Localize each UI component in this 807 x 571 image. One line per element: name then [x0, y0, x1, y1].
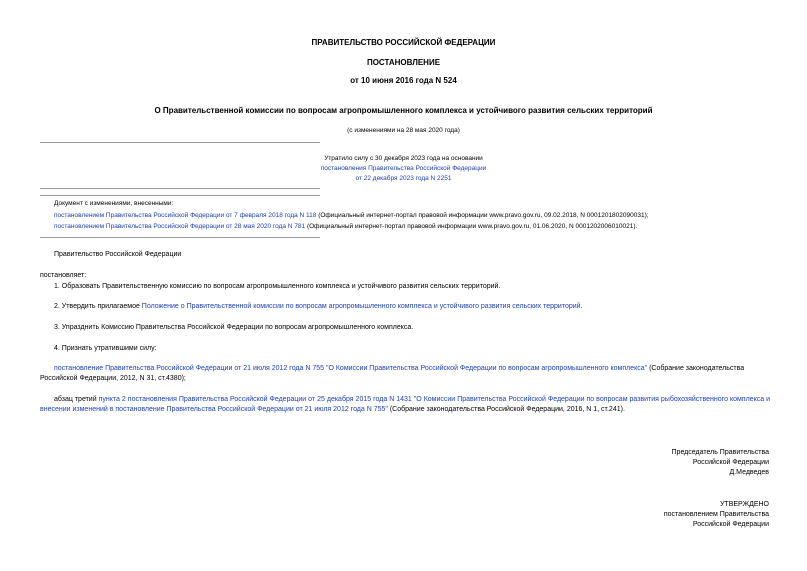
org-heading: ПРАВИТЕЛЬСТВО РОССИЙСКОЙ ФЕДЕРАЦИИ — [311, 38, 496, 47]
divider — [40, 237, 320, 238]
paragraph-6 — [40, 395, 770, 415]
amendment-source: (Официальный интернет-портал правовой информации www.pravo.gov.ru, 09.02.2018, N 0001201802090031); — [316, 212, 649, 219]
status-link-decree[interactable]: постановления Правительства Российской Федерации — [320, 165, 487, 172]
amendment-link[interactable]: постановлением Правительства Российской Федерации от 7 февраля 2018 года N 118 — [54, 212, 317, 219]
paragraph-5-source: (Собрание законодательства Российской Федерации, 2012, N 31, ст.4380); — [40, 365, 745, 382]
signature-title: Председатель Правительства — [671, 449, 769, 456]
document-title: О Правительственной комиссии по вопросам агропромышленного комплекса и устойчивого развития сельских территорий — [154, 106, 653, 115]
paragraph-3: 3. Упразднить Комиссию Правительства Российской Федерации по вопросам агропромышленного комплекса. — [54, 324, 414, 331]
amendment-item — [54, 212, 649, 219]
paragraph-6-text: абзац третий — [54, 396, 99, 403]
paragraph-2-text: 2. Утвердить прилагаемое — [54, 303, 142, 310]
decrees-text: постановляет: — [40, 272, 87, 279]
date-number-heading: от 10 июня 2016 года N 524 — [350, 76, 457, 85]
status-line: Утратило силу с 30 декабря 2023 года на основании — [324, 155, 483, 162]
signature-org: Российской Федерации — [692, 459, 769, 466]
approved-by: постановлением Правительства — [663, 511, 769, 518]
divider — [40, 195, 320, 196]
divider — [40, 188, 320, 189]
regulation-link[interactable]: Положение о Правительственной комиссии по вопросам агропромышленного комплекса и устойчивого развития сельских территорий — [141, 303, 581, 310]
paragraph-6-source: (Собрание законодательства Российской Федерации, 2016, N 1, ст.241). — [387, 406, 625, 413]
approved-label: УТВЕРЖДЕНО — [719, 501, 769, 508]
decree-755-link[interactable]: постановление Правительства Российской Федерации от 21 июля 2012 года N 755 "О Комиссии Правительства Российской Федерации по вопросам агропромышленного комплекса" — [54, 365, 648, 372]
amendment-item — [54, 223, 637, 230]
amendment-source: (Официальный интернет-портал правовой информации www.pravo.gov.ru, 01.06.2020, N 0001202006010021). — [305, 223, 638, 230]
status-link-date[interactable]: от 22 декабря 2023 года N 2251 — [355, 175, 452, 182]
changes-note: (с изменениями на 28 мая 2020 года) — [347, 127, 460, 134]
paragraph-4: 4. Признать утратившими силу: — [54, 345, 157, 352]
approved-org: Российской Федерации — [692, 521, 769, 528]
divider — [40, 142, 320, 143]
paragraph-2 — [54, 303, 583, 310]
amendments-intro: Документ с изменениями, внесенными: — [54, 200, 174, 207]
paragraph-1: 1. Образовать Правительственную комиссию по вопросам агропромышленного комплекса и устойчивого развития сельских территорий. — [54, 283, 501, 290]
paragraph-5 — [40, 364, 770, 384]
paragraph-2-end: . — [580, 303, 583, 310]
doc-type-heading: ПОСТАНОВЛЕНИЕ — [366, 58, 441, 67]
issuer-text: Правительство Российской Федерации — [54, 251, 182, 258]
amendment-link[interactable]: постановлением Правительства Российской Федерации от 28 мая 2020 года N 781 — [54, 223, 306, 230]
decree-1431-link[interactable]: пункта 2 постановления Правительства Российской Федерации от 25 декабря 2015 года N 1431 "О Комиссии Правительства Российской Федерации по вопросам развития рыбохозяйственного комплекса и внесении изменений в постановление Правительства Российской Федерации от 21 июля 2012 года N 755" — [40, 396, 770, 413]
signatory-name: Д.Медведев — [729, 469, 769, 476]
